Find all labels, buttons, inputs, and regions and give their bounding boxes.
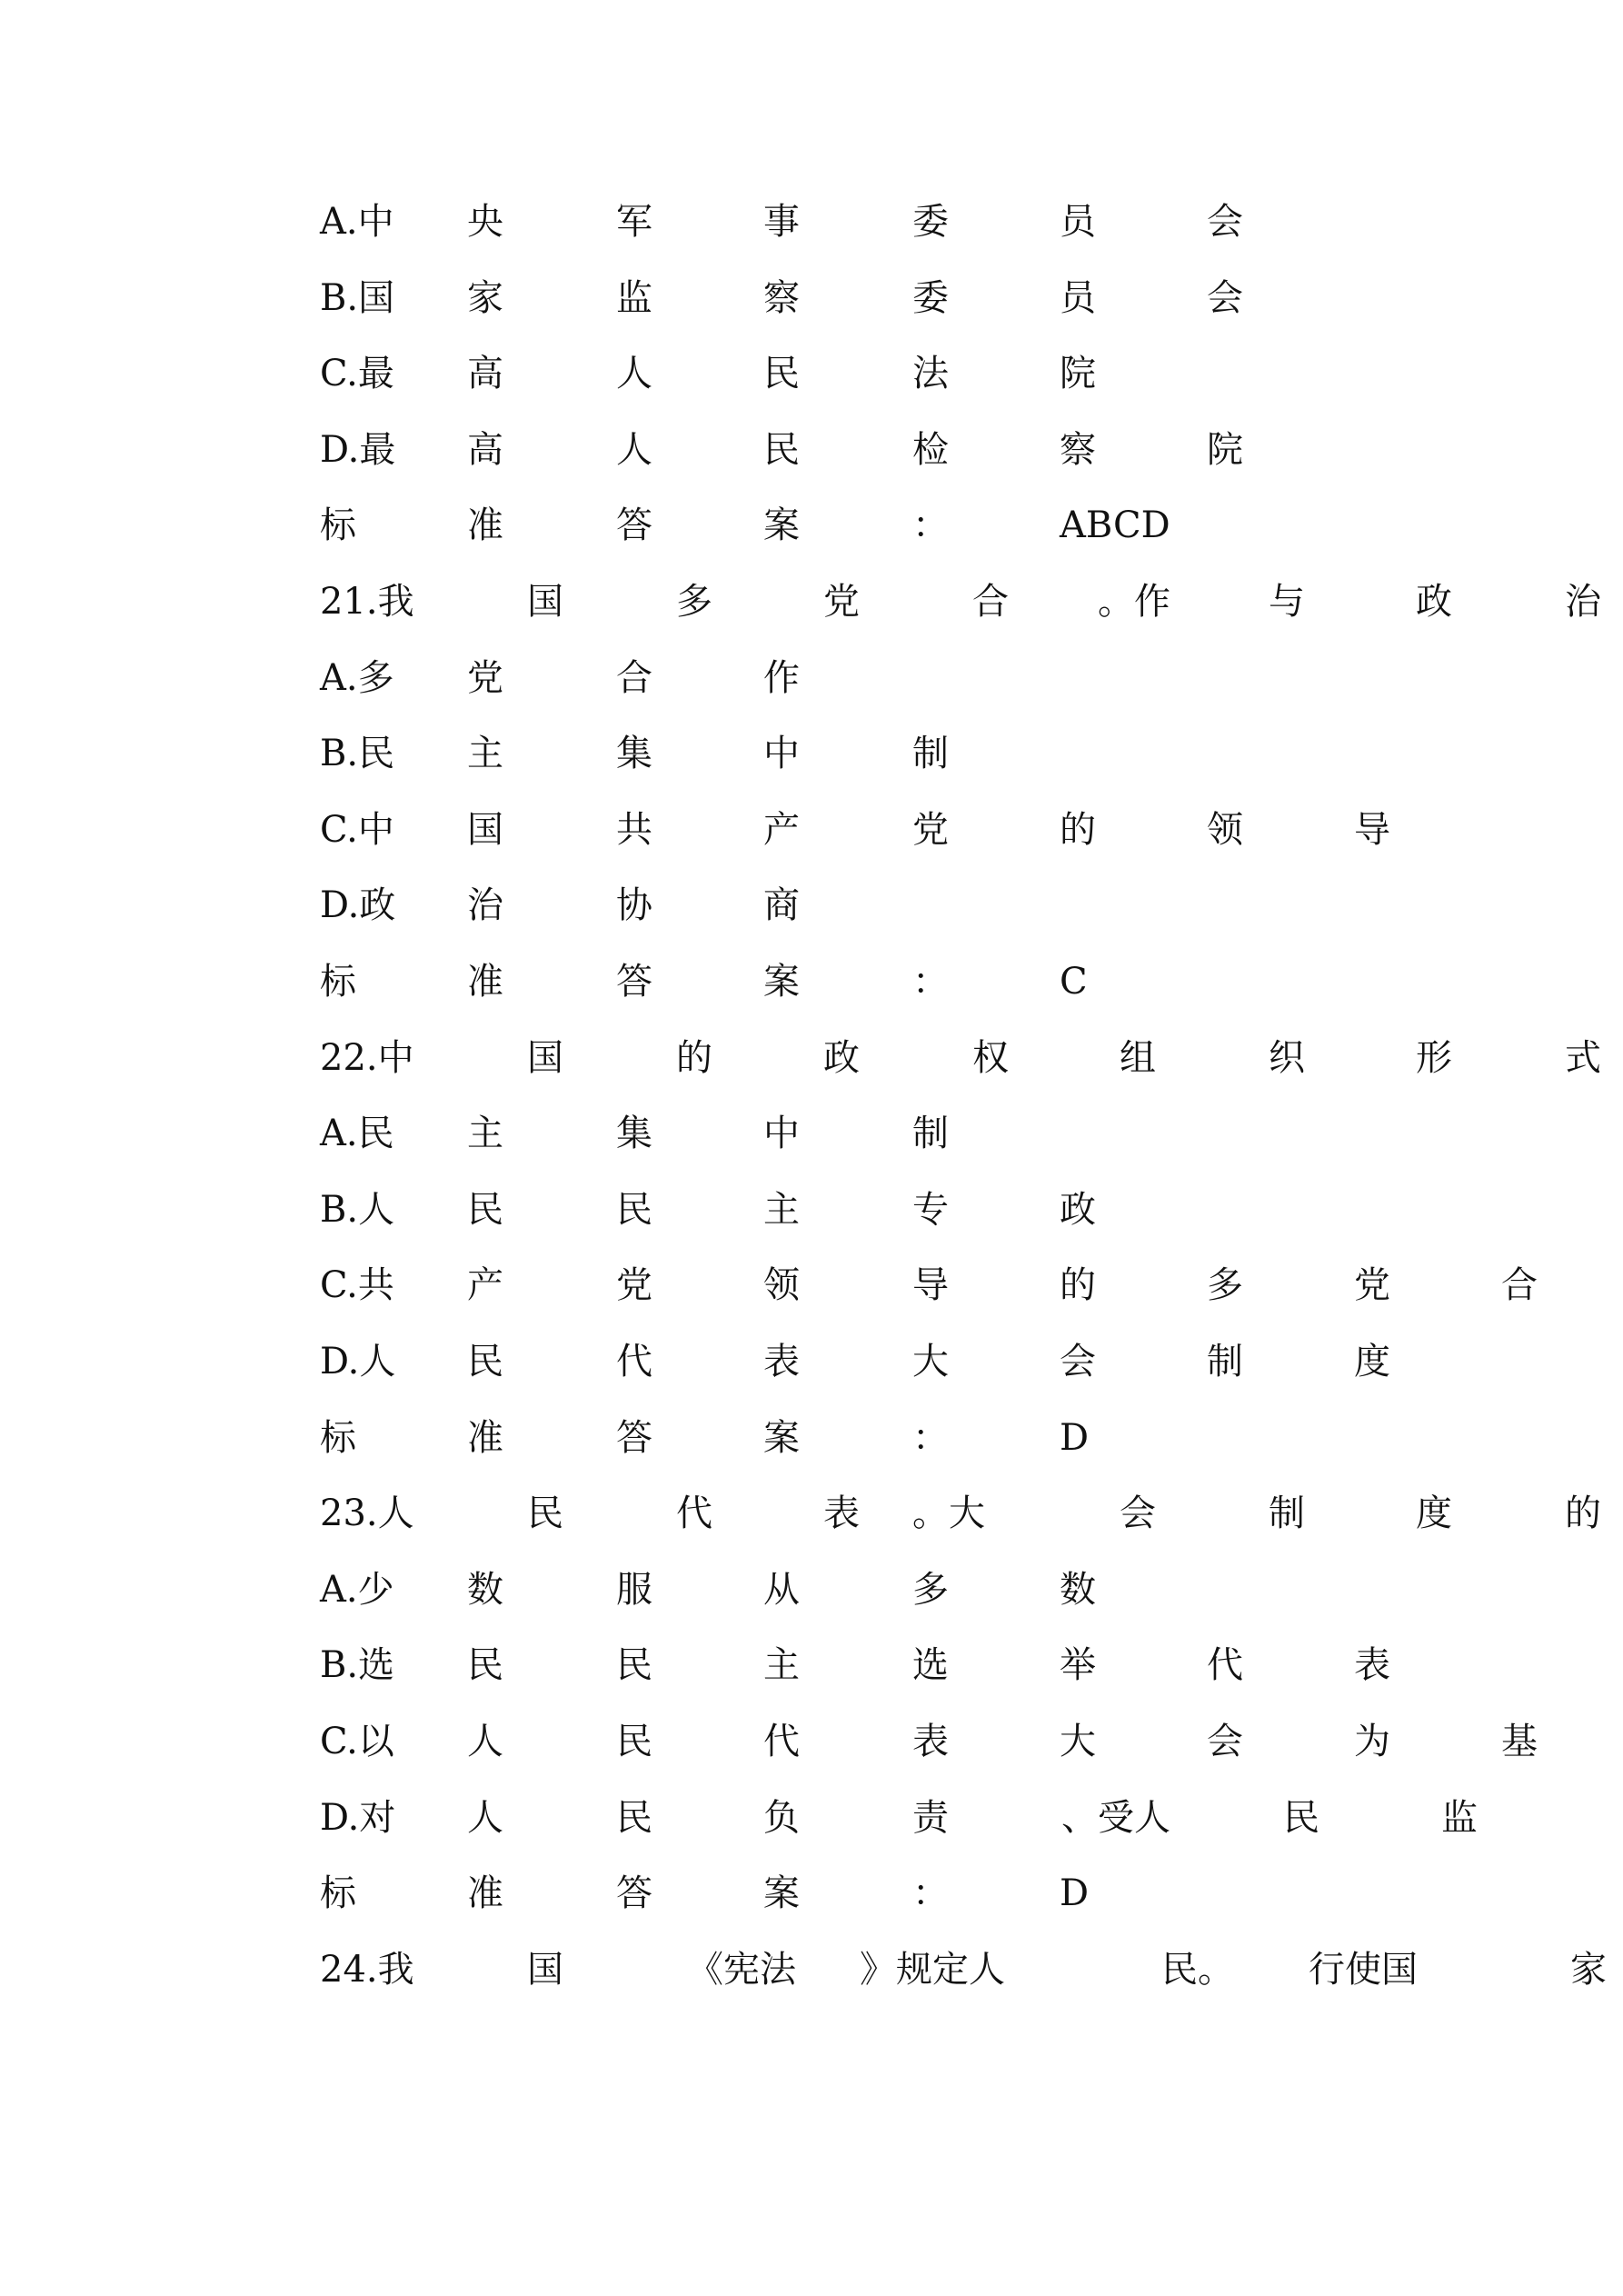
text-token: 中 — [763, 733, 800, 775]
text-token: 治 — [1565, 581, 1601, 623]
text-token: 院 — [1060, 353, 1096, 395]
answer-line — [320, 498, 1610, 553]
text-token: 人 — [467, 1796, 503, 1839]
text-token: 代 — [1207, 1644, 1243, 1687]
text-token: 高 — [467, 353, 503, 395]
text-token: 军 — [616, 201, 652, 243]
text-token: 领 — [763, 1264, 800, 1307]
text-token: 标 — [320, 1872, 356, 1915]
text-token: 民 — [527, 1492, 563, 1535]
text-token: 22.中 — [320, 1036, 414, 1079]
text-token: 民 — [616, 1644, 652, 1687]
text-token: 《宪法 — [687, 1948, 796, 1991]
text-token: 察 — [1060, 428, 1096, 471]
text-token: 合 — [972, 581, 1009, 623]
text-token: 民 — [467, 1188, 503, 1231]
text-token: A.少 — [320, 1568, 394, 1611]
text-token: C.最 — [320, 353, 394, 395]
text-token: 政 — [823, 1036, 860, 1079]
text-token: 制 — [912, 1113, 949, 1155]
text-token: 政 — [1060, 1188, 1096, 1231]
text-token: 检 — [912, 428, 949, 471]
text-token: 标 — [320, 961, 356, 1003]
text-token: 度 — [1416, 1492, 1452, 1535]
text-token: 多 — [676, 581, 712, 623]
text-token: 监 — [616, 276, 652, 319]
text-token: 民 — [763, 353, 800, 395]
text-token: 准 — [467, 1416, 503, 1459]
text-token: C.以 — [320, 1721, 394, 1762]
text-token: 合 — [616, 656, 652, 699]
text-token: 委 — [912, 276, 949, 319]
text-token: 制 — [1269, 1492, 1305, 1535]
text-token: 会 — [1060, 1341, 1096, 1383]
text-token: ABCD — [1060, 504, 1170, 547]
text-token: 表 — [1354, 1644, 1390, 1687]
text-token: ： — [912, 961, 949, 1003]
text-token: 》规定人 — [860, 1948, 1005, 1991]
text-token: 23.人 — [320, 1492, 414, 1535]
text-token: B.民 — [320, 733, 395, 775]
text-token: 大 — [912, 1341, 949, 1383]
text-token: 数 — [1060, 1568, 1096, 1611]
option-line — [320, 1562, 1610, 1617]
text-token: 人 — [616, 428, 652, 471]
option-line — [320, 346, 1610, 401]
text-token: 产 — [467, 1264, 503, 1307]
text-token: 。作 — [1098, 581, 1170, 623]
text-token: 会 — [1207, 1721, 1243, 1762]
text-token: 高 — [467, 428, 503, 471]
text-token: 与 — [1269, 581, 1305, 623]
text-token: 委 — [912, 201, 949, 243]
text-token: 党 — [823, 581, 860, 623]
question-line — [320, 1486, 1610, 1541]
text-token: 事 — [763, 201, 800, 243]
text-token: 领 — [1207, 808, 1243, 851]
text-token: 组 — [1120, 1036, 1156, 1079]
text-token: 织 — [1269, 1036, 1305, 1079]
text-token: 度 — [1354, 1341, 1390, 1383]
text-token: B.选 — [320, 1644, 395, 1687]
text-token: 负 — [763, 1796, 800, 1839]
text-token: A.多 — [320, 656, 394, 699]
question-line — [320, 1031, 1610, 1085]
option-line — [320, 1258, 1610, 1313]
option-line — [320, 726, 1610, 781]
text-token: 表 — [763, 1341, 800, 1383]
text-token: 的 — [1565, 1492, 1601, 1535]
text-token: 代 — [676, 1492, 712, 1535]
text-token: 民 — [467, 1341, 503, 1383]
text-token: 国 — [467, 808, 503, 851]
text-token: 家 — [467, 276, 503, 319]
text-token: 代 — [763, 1721, 800, 1762]
text-token: 21.我 — [320, 581, 414, 623]
text-token: 国 — [527, 1036, 563, 1079]
text-token: 家 — [1570, 1948, 1607, 1991]
text-token: D.最 — [320, 428, 396, 471]
question-line — [320, 574, 1610, 629]
text-token: 商 — [763, 884, 800, 927]
option-line — [320, 1183, 1610, 1237]
text-token: 代 — [616, 1341, 652, 1383]
text-token: 政 — [1416, 581, 1452, 623]
text-token: 准 — [467, 504, 503, 547]
text-token: 人 — [616, 353, 652, 395]
text-token: ： — [912, 504, 949, 547]
text-token: 协 — [616, 884, 652, 927]
text-token: 院 — [1207, 428, 1243, 471]
text-token: 基 — [1501, 1721, 1538, 1762]
text-token: ： — [912, 1416, 949, 1459]
question-line — [320, 1942, 1610, 1997]
text-token: 共 — [616, 808, 652, 851]
text-token: 产 — [763, 808, 800, 851]
text-token: 案 — [763, 1416, 800, 1459]
text-token: D.人 — [320, 1341, 396, 1383]
text-token: 民 — [467, 1644, 503, 1687]
text-token: 的 — [1060, 1264, 1096, 1307]
text-token: 从 — [763, 1568, 800, 1611]
text-token: 央 — [467, 201, 503, 243]
text-token: 答 — [616, 504, 652, 547]
text-token: 会 — [1120, 1492, 1156, 1535]
text-token: D — [1060, 1872, 1090, 1915]
option-line — [320, 1106, 1610, 1161]
text-token: 多 — [1207, 1264, 1243, 1307]
text-token: 形 — [1416, 1036, 1452, 1079]
text-token: C.共 — [320, 1264, 394, 1307]
text-token: D.政 — [320, 884, 396, 927]
text-token: 权 — [972, 1036, 1009, 1079]
text-token: 监 — [1441, 1796, 1478, 1839]
text-token: 集 — [616, 1113, 652, 1155]
text-token: 答 — [616, 961, 652, 1003]
text-token: 主 — [467, 733, 503, 775]
text-token: C — [1060, 961, 1088, 1003]
option-line — [320, 1791, 1610, 1845]
option-line — [320, 803, 1610, 857]
text-token: 答 — [616, 1416, 652, 1459]
text-token: 准 — [467, 1872, 503, 1915]
text-token: 的 — [676, 1036, 712, 1079]
text-token: D — [1060, 1416, 1090, 1459]
text-token: A.民 — [320, 1113, 394, 1155]
text-token: 表 — [823, 1492, 860, 1535]
text-token: 答 — [616, 1872, 652, 1915]
text-token: 选 — [912, 1644, 949, 1687]
text-token: 国 — [527, 581, 563, 623]
answer-line — [320, 954, 1610, 1009]
option-line — [320, 651, 1610, 705]
option-line — [320, 423, 1610, 477]
text-token: 员 — [1060, 276, 1096, 319]
answer-line — [320, 1866, 1610, 1921]
text-token: 表 — [912, 1721, 949, 1762]
text-token: 数 — [467, 1568, 503, 1611]
text-token: A.中 — [320, 201, 394, 243]
text-token: 。大 — [912, 1492, 985, 1535]
text-token: 多 — [912, 1568, 949, 1611]
text-token: 举 — [1060, 1644, 1096, 1687]
text-token: 民 — [616, 1188, 652, 1231]
text-token: 案 — [763, 1872, 800, 1915]
text-token: 党 — [467, 656, 503, 699]
text-token: 作 — [763, 656, 800, 699]
text-token: 治 — [467, 884, 503, 927]
text-token: 党 — [616, 1264, 652, 1307]
option-line — [320, 1334, 1610, 1389]
text-token: 标 — [320, 1416, 356, 1459]
text-token: C.中 — [320, 808, 394, 851]
text-token: 会 — [1207, 276, 1243, 319]
text-token: 式 — [1565, 1036, 1601, 1079]
text-token: 专 — [912, 1188, 949, 1231]
text-token: 制 — [1207, 1341, 1243, 1383]
text-token: 主 — [763, 1644, 800, 1687]
text-token: 民 — [616, 1721, 652, 1762]
text-token: 员 — [1060, 201, 1096, 243]
text-token: 主 — [467, 1113, 503, 1155]
text-token: 24.我 — [320, 1948, 414, 1991]
text-token: 国 — [527, 1948, 563, 1991]
text-token: 案 — [763, 504, 800, 547]
text-token: 导 — [1354, 808, 1390, 851]
option-line — [320, 878, 1610, 933]
text-token: 责 — [912, 1796, 949, 1839]
answer-line — [320, 1411, 1610, 1465]
text-token: 人 — [467, 1721, 503, 1762]
text-token: 集 — [616, 733, 652, 775]
text-token: 的 — [1060, 808, 1096, 851]
text-token: 会 — [1207, 201, 1243, 243]
text-token: 准 — [467, 961, 503, 1003]
option-line — [320, 1714, 1610, 1769]
text-token: 案 — [763, 961, 800, 1003]
text-token: 标 — [320, 504, 356, 547]
text-token: 中 — [763, 1113, 800, 1155]
text-token: 大 — [1060, 1721, 1096, 1762]
text-token: B.人 — [320, 1188, 395, 1231]
text-token: 民。 — [1161, 1948, 1234, 1991]
text-token: 行使国 — [1309, 1948, 1418, 1991]
text-token: 导 — [912, 1264, 949, 1307]
text-token: 民 — [763, 428, 800, 471]
text-token: 、受人 — [1061, 1796, 1170, 1839]
text-token: 党 — [1354, 1264, 1390, 1307]
text-token: 主 — [763, 1188, 800, 1231]
text-token: 服 — [616, 1568, 652, 1611]
text-token: 制 — [912, 733, 949, 775]
text-token: 法 — [912, 353, 949, 395]
text-token: 察 — [763, 276, 800, 319]
option-line — [320, 271, 1610, 325]
text-token: 民 — [616, 1796, 652, 1839]
text-token: 党 — [912, 808, 949, 851]
text-token: 民 — [1283, 1796, 1319, 1839]
option-line — [320, 195, 1610, 249]
text-token: ： — [912, 1872, 949, 1915]
text-token: B.国 — [320, 276, 395, 319]
text-token: 合 — [1501, 1264, 1538, 1307]
text-token: D.对 — [320, 1796, 396, 1839]
option-line — [320, 1638, 1610, 1692]
text-token: 为 — [1354, 1721, 1390, 1762]
